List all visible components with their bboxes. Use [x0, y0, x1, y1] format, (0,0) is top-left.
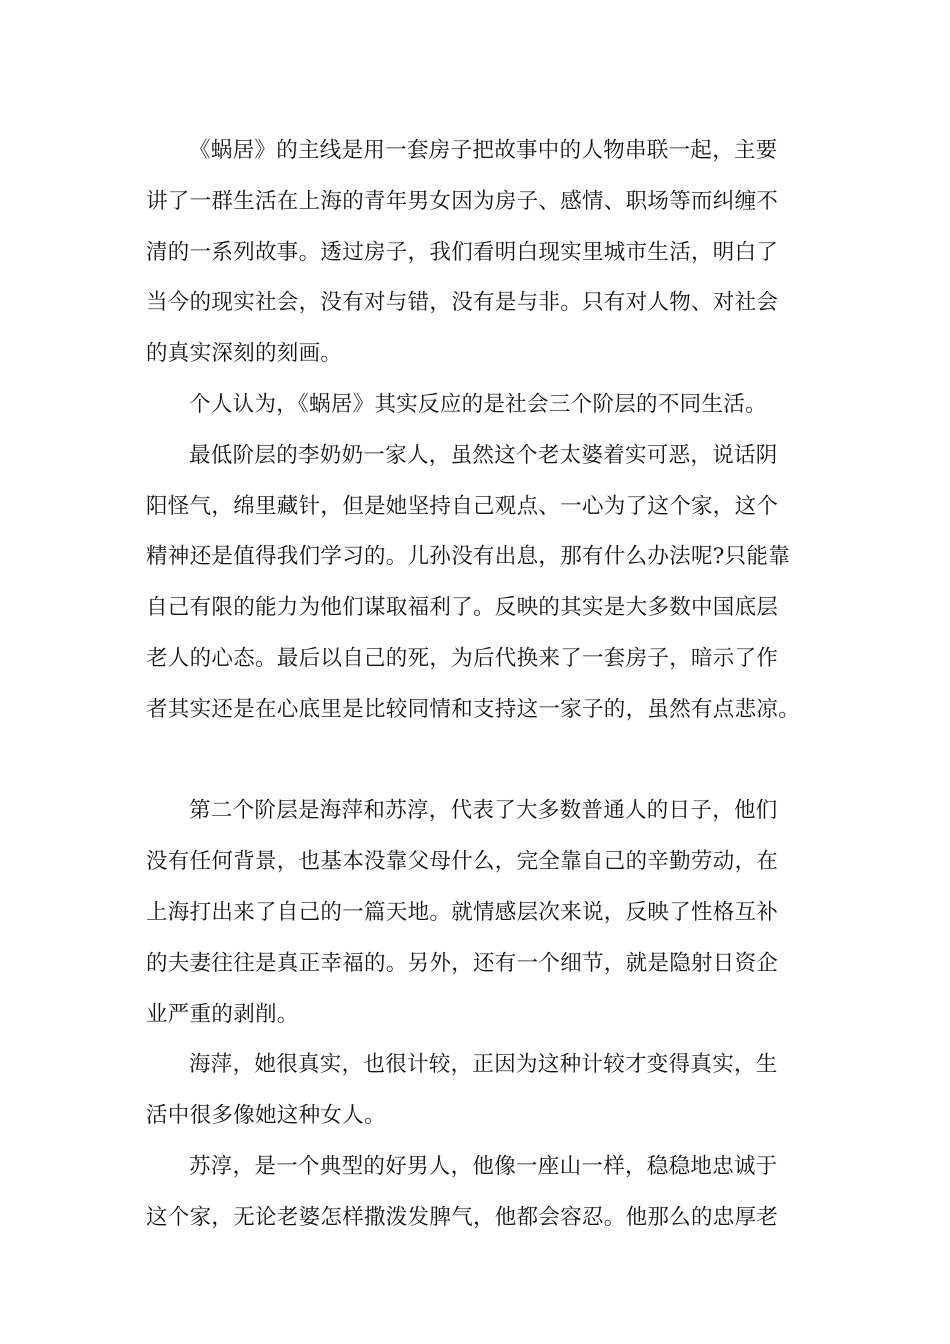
document-body: [146, 126, 826, 1244]
text-line: 老人的心态。最后以自己的死，为后代换来了一套房子，暗示了作: [146, 645, 779, 671]
paragraph-spacer: [146, 736, 826, 787]
text-line: 的夫妻往往是真正幸福的。另外，还有一个细节，就是隐射日资企: [146, 950, 779, 976]
text-line: 苏淳，是一个典型的好男人，他像一座山一样，稳稳地忠诚于: [189, 1153, 778, 1179]
text-line: 这个家，无论老婆怎样撒泼发脾气，他都会容忍。他那么的忠厚老: [146, 1204, 779, 1230]
paragraph-suchun: [146, 1142, 826, 1244]
text-line: 讲了一群生活在上海的青年男女因为房子、感情、职场等而纠缠不: [146, 188, 779, 214]
text-line: 业严重的剥削。: [146, 1001, 299, 1027]
paragraph-haiping: [146, 1040, 826, 1142]
text-line: 上海打出来了自己的一篇天地。就情感层次来说，反映了性格互补: [146, 899, 779, 925]
text-line: 清的一系列故事。透过房子，我们看明白现实里城市生活，明白了: [146, 239, 779, 265]
paragraph-lowest-class: [146, 431, 826, 736]
text-line: 第二个阶层是海萍和苏淳，代表了大多数普通人的日子，他们: [189, 798, 778, 824]
text-line: 者其实还是在心底里是比较同情和支持这一家子的，虽然有点悲凉。: [146, 696, 801, 722]
paragraph-three-classes: [146, 380, 826, 431]
text-line: 没有任何背景，也基本没靠父母什么，完全靠自己的辛勤劳动，在: [146, 849, 779, 875]
text-line: 自己有限的能力为他们谋取福利了。反映的其实是大多数中国底层: [146, 595, 779, 621]
text-line: 当今的现实社会，没有对与错，没有是与非。只有对人物、对社会: [146, 290, 779, 316]
text-line: 阳怪气，绵里藏针，但是她坚持自己观点、一心为了这个家，这个: [146, 493, 779, 519]
paragraph-second-class: [146, 786, 826, 1040]
text-line: 的真实深刻的刻画。: [146, 341, 343, 367]
text-line: 《蜗居》的主线是用一套房子把故事中的人物串联一起，主要: [189, 138, 778, 163]
text-line: 个人认为，《蜗居》其实反应的是社会三个阶层的不同生活。: [189, 391, 767, 417]
paragraph-intro: [146, 126, 826, 380]
text-line: 最低阶层的李奶奶一家人，虽然这个老太婆着实可恶，说话阴: [189, 442, 778, 468]
text-line: 海萍，她很真实，也很计较，正因为这种计较才变得真实，生: [189, 1052, 778, 1078]
text-line: 活中很多像她这种女人。: [146, 1103, 386, 1129]
text-line: 精神还是值得我们学习的。儿孙没有出息，那有什么办法呢?只能靠: [146, 544, 791, 570]
